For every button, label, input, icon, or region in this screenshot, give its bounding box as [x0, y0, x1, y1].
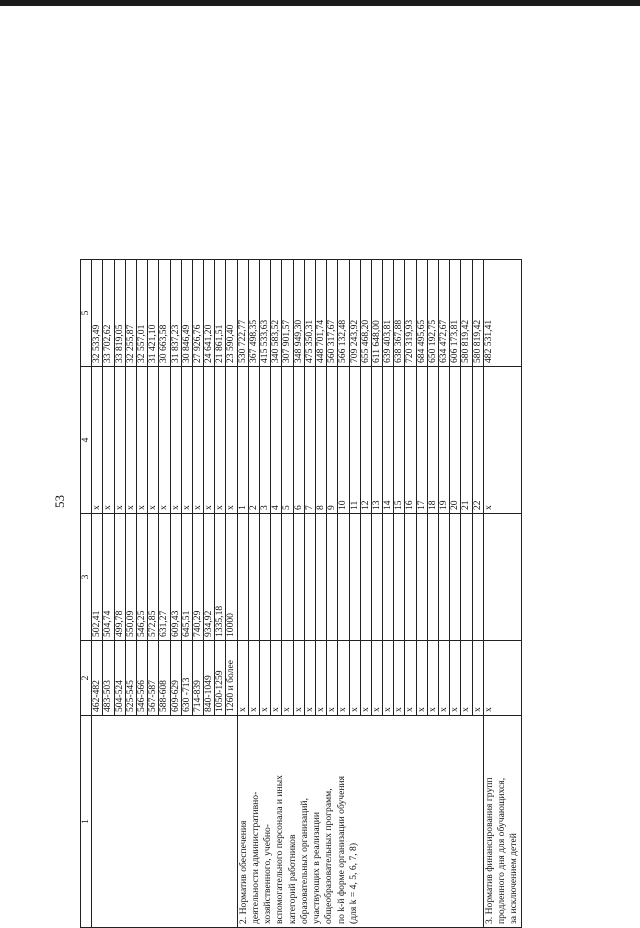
coefficient-cell — [338, 514, 349, 641]
coefficient-cell — [293, 514, 304, 641]
value-cell: 684 495,65 — [416, 260, 427, 367]
section-2-label-line: хозяйственного, учебно- — [262, 824, 274, 924]
form-k-cell: x — [226, 367, 237, 514]
table-row — [170, 260, 181, 928]
form-k-cell: x — [114, 367, 125, 514]
coefficient-cell — [282, 514, 293, 641]
coefficient-cell: 609,43 — [170, 514, 181, 641]
coefficient-cell — [237, 514, 248, 641]
row-label-empty — [181, 716, 192, 928]
value-cell: 580 819,42 — [472, 260, 483, 367]
rotated-page — [52, 62, 580, 928]
coefficient-cell — [461, 514, 472, 641]
coefficient-cell: 934,92 — [204, 514, 215, 641]
students-range-cell: 630 -713 — [181, 641, 192, 716]
value-cell: 566 132,48 — [338, 260, 349, 367]
students-range-cell: x — [327, 641, 338, 716]
section-2-label-line: вспомогательного персонала и иных — [274, 775, 286, 924]
students-range-cell: x — [237, 641, 248, 716]
coefficient-cell — [439, 514, 450, 641]
students-range-cell: x — [394, 641, 405, 716]
value-cell: 709 243,92 — [349, 260, 360, 367]
table-row — [226, 260, 237, 928]
students-range-cell: x — [383, 641, 394, 716]
coefficient-cell — [394, 514, 405, 641]
table-row — [125, 260, 136, 928]
students-range-cell: x — [248, 641, 259, 716]
form-k-cell: 9 — [327, 367, 338, 514]
form-k-cell: 20 — [450, 367, 461, 514]
column-header-2: 2 — [81, 641, 92, 716]
table-row — [237, 260, 248, 928]
coefficient-cell — [360, 514, 371, 641]
value-cell: 638 367,88 — [394, 260, 405, 367]
value-cell: 30 663,58 — [159, 260, 170, 367]
value-cell: 348 949,30 — [293, 260, 304, 367]
coefficient-cell — [271, 514, 282, 641]
students-range-cell: 1260 и более — [226, 641, 237, 716]
students-range-cell: x — [338, 641, 349, 716]
section-3-label-line: продленного дня для обучающихся, — [496, 777, 508, 924]
value-cell: 448 701,74 — [315, 260, 326, 367]
table-row — [92, 260, 103, 928]
form-k-cell: 18 — [427, 367, 438, 514]
students-range-cell: 525-545 — [125, 641, 136, 716]
students-range-cell: 462-482 — [92, 641, 103, 716]
students-range-cell: x — [439, 641, 450, 716]
coefficient-cell: 504,74 — [103, 514, 114, 641]
section-2-label-line: деятельности административно- — [249, 791, 261, 924]
value-cell: 31 837,23 — [170, 260, 181, 367]
coefficient-cell: 740,29 — [192, 514, 203, 641]
value-cell: 475 350,31 — [304, 260, 315, 367]
coefficient-cell — [315, 514, 326, 641]
value-cell: 30 846,49 — [181, 260, 192, 367]
coefficient-cell: 645,51 — [181, 514, 192, 641]
coefficient-cell — [483, 514, 521, 641]
value-cell: 530 722,77 — [237, 260, 248, 367]
students-range-cell: x — [427, 641, 438, 716]
table-row — [483, 260, 521, 928]
value-cell: 27 926,76 — [192, 260, 203, 367]
row-label-empty — [192, 716, 203, 928]
students-range-cell: 504-524 — [114, 641, 125, 716]
value-cell: 33 819,05 — [114, 260, 125, 367]
form-k-cell: 13 — [371, 367, 382, 514]
table-row — [136, 260, 147, 928]
value-cell: 580 819,42 — [461, 260, 472, 367]
form-k-cell: 15 — [394, 367, 405, 514]
students-range-cell: x — [260, 641, 271, 716]
students-range-cell: x — [271, 641, 282, 716]
value-cell: 307 901,57 — [282, 260, 293, 367]
coefficient-cell — [450, 514, 461, 641]
form-k-cell: x — [215, 367, 226, 514]
section-2-label-line: категорий работников — [286, 834, 298, 924]
section-2-label-line: участвующих в реализации — [311, 811, 323, 924]
normative-table — [80, 259, 522, 928]
form-k-cell: 16 — [405, 367, 416, 514]
coefficient-cell — [405, 514, 416, 641]
value-cell: 634 472,67 — [439, 260, 450, 367]
value-cell: 415 533,63 — [260, 260, 271, 367]
column-header-4: 4 — [81, 367, 92, 514]
page-number: 53 — [52, 495, 67, 508]
form-k-cell: x — [159, 367, 170, 514]
table-row — [192, 260, 203, 928]
section-2-label-line: (для k = 4, 5, 6, 7, 8) — [348, 842, 360, 924]
form-k-cell: x — [483, 367, 521, 514]
row-label-empty — [148, 716, 159, 928]
form-k-cell: x — [181, 367, 192, 514]
value-cell: 31 421,10 — [148, 260, 159, 367]
table-row — [148, 260, 159, 928]
form-k-cell: 2 — [248, 367, 259, 514]
form-k-cell: x — [192, 367, 203, 514]
row-label-empty — [136, 716, 147, 928]
value-cell: 606 173,81 — [450, 260, 461, 367]
form-k-cell: 7 — [304, 367, 315, 514]
students-range-cell: x — [293, 641, 304, 716]
table-row — [103, 260, 114, 928]
section-3-label-line: 3. Норматив финансирования групп — [483, 777, 495, 924]
row-label-empty — [92, 716, 103, 928]
form-k-cell: x — [170, 367, 181, 514]
form-k-cell: 5 — [282, 367, 293, 514]
students-range-cell: 714-839 — [192, 641, 203, 716]
form-k-cell: 19 — [439, 367, 450, 514]
students-range-cell: 840-1049 — [204, 641, 215, 716]
form-k-cell: 10 — [338, 367, 349, 514]
value-cell: 367 498,35 — [248, 260, 259, 367]
students-range-cell: x — [304, 641, 315, 716]
section-2-label-line: образовательных организаций, — [298, 798, 310, 924]
row-label-empty — [114, 716, 125, 928]
row-label-empty — [215, 716, 226, 928]
value-cell: 23 590,40 — [226, 260, 237, 367]
coefficient-cell — [260, 514, 271, 641]
coefficient-cell — [248, 514, 259, 641]
students-range-cell: 609-629 — [170, 641, 181, 716]
table-row — [204, 260, 215, 928]
value-cell: 340 583,52 — [271, 260, 282, 367]
form-k-cell: 11 — [349, 367, 360, 514]
coefficient-cell — [427, 514, 438, 641]
form-k-cell: 6 — [293, 367, 304, 514]
form-k-cell: 14 — [383, 367, 394, 514]
form-k-cell: 21 — [461, 367, 472, 514]
section-2-label — [237, 716, 483, 928]
row-label-empty — [125, 716, 136, 928]
students-range-cell: x — [472, 641, 483, 716]
students-range-cell: 588-608 — [159, 641, 170, 716]
form-k-cell: 22 — [472, 367, 483, 514]
value-cell: 32 255,87 — [125, 260, 136, 367]
value-cell: 24 641,20 — [204, 260, 215, 367]
column-header-3: 3 — [81, 514, 92, 641]
coefficient-cell: 10000 — [226, 514, 237, 641]
section-3-label — [483, 716, 521, 928]
students-range-cell: 546-566 — [136, 641, 147, 716]
students-range-cell: 567-587 — [148, 641, 159, 716]
row-label-empty — [170, 716, 181, 928]
value-cell: 655 468,20 — [360, 260, 371, 367]
value-cell: 639 403,81 — [383, 260, 394, 367]
column-header-1: 1 — [81, 716, 92, 928]
value-cell: 560 317,67 — [327, 260, 338, 367]
coefficient-cell: 499,78 — [114, 514, 125, 641]
table-row — [215, 260, 226, 928]
value-cell: 32 557,01 — [136, 260, 147, 367]
row-label-empty — [159, 716, 170, 928]
form-k-cell: x — [103, 367, 114, 514]
form-k-cell: x — [204, 367, 215, 514]
form-k-cell: x — [92, 367, 103, 514]
column-header-5: 5 — [81, 260, 92, 367]
section-2-label-line: общеобразовательных программ, — [323, 788, 335, 924]
form-k-cell: x — [136, 367, 147, 514]
form-k-cell: 8 — [315, 367, 326, 514]
form-k-cell: 12 — [360, 367, 371, 514]
row-label-empty — [103, 716, 114, 928]
form-k-cell: 17 — [416, 367, 427, 514]
form-k-cell: x — [148, 367, 159, 514]
coefficient-cell — [304, 514, 315, 641]
coefficient-cell — [349, 514, 360, 641]
students-range-cell: x — [450, 641, 461, 716]
table-row — [114, 260, 125, 928]
value-cell: 720 319,93 — [405, 260, 416, 367]
students-range-cell: x — [371, 641, 382, 716]
value-cell: 21 861,51 — [215, 260, 226, 367]
scan-top-edge — [0, 0, 640, 6]
section-2-label-line: 2. Норматив обеспечения — [237, 820, 249, 924]
table-row — [181, 260, 192, 928]
students-range-cell: x — [360, 641, 371, 716]
coefficient-cell: 550,09 — [125, 514, 136, 641]
table-row — [159, 260, 170, 928]
students-range-cell: x — [282, 641, 293, 716]
coefficient-cell: 546,25 — [136, 514, 147, 641]
form-k-cell: 1 — [237, 367, 248, 514]
coefficient-cell: 1335,18 — [215, 514, 226, 641]
section-2-label-line: по k-й форме организации обучения — [335, 775, 347, 924]
coefficient-cell: 502,41 — [92, 514, 103, 641]
form-k-cell: 4 — [271, 367, 282, 514]
row-label-empty — [204, 716, 215, 928]
coefficient-cell: 631,27 — [159, 514, 170, 641]
coefficient-cell — [416, 514, 427, 641]
coefficient-cell — [383, 514, 394, 641]
table-header-row — [81, 260, 92, 928]
students-range-cell: 483-503 — [103, 641, 114, 716]
students-range-cell: x — [461, 641, 472, 716]
row-label-empty — [226, 716, 237, 928]
students-range-cell: x — [315, 641, 326, 716]
value-cell: 650 192,75 — [427, 260, 438, 367]
value-cell: 482 531,41 — [483, 260, 521, 367]
students-range-cell: x — [405, 641, 416, 716]
value-cell: 32 533,49 — [92, 260, 103, 367]
students-range-cell: x — [483, 641, 521, 716]
coefficient-cell — [327, 514, 338, 641]
form-k-cell: 3 — [260, 367, 271, 514]
coefficient-cell: 572,85 — [148, 514, 159, 641]
coefficient-cell — [371, 514, 382, 641]
value-cell: 33 702,62 — [103, 260, 114, 367]
coefficient-cell — [472, 514, 483, 641]
students-range-cell: 1050-1259 — [215, 641, 226, 716]
form-k-cell: x — [125, 367, 136, 514]
value-cell: 611 648,00 — [371, 260, 382, 367]
section-3-label-line: за исключением детей — [508, 833, 520, 924]
students-range-cell: x — [416, 641, 427, 716]
students-range-cell: x — [349, 641, 360, 716]
